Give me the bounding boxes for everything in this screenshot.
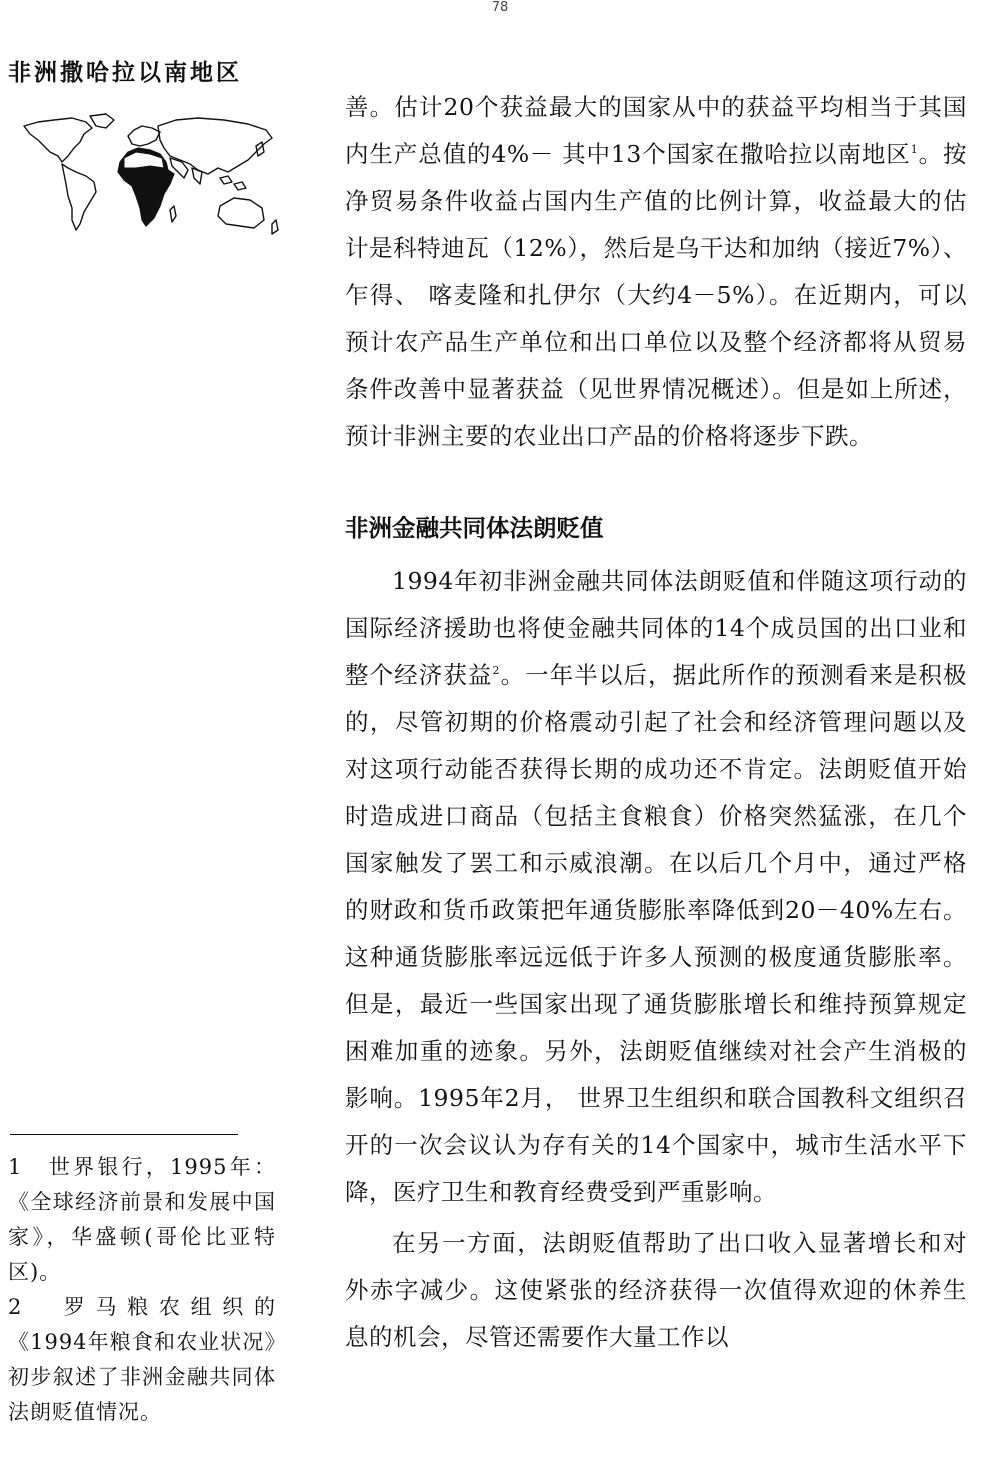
footnote-2: 2 罗马粮农组织的《1994年粮食和农业状况》初步叙述了非洲金融共同体法朗贬值情况。 (8, 1295, 276, 1424)
footnote-ref-2: 2 (492, 664, 500, 678)
main-text (345, 84, 967, 1361)
paragraph-2: 1994年初非洲金融共同体法朗贬值和伴随这项行动的国际经济援助也将使金融共同体的14个成员国的出口业和整个经济获益$^2$。一年半以后，据此所作的预测看来是积极的，尽管初期的价格震动引起了社会和经济管理问题以及对这项行动能否获得长期的成功还不肯定。法朗贬值开始时造成进口商品（包括主食粮食）价格突然猛涨，在几个国家触发了罢工和示威浪潮。在以后几个月中，通过严格的财政和货币政策把年通货膨胀率降低到20－40%左右。这种通货膨胀率远远低于许多人预测的极度通货膨胀率。但是，最近一些国家出现了通货膨胀增长和维持预算规定困难加重的迹象。另外，法朗贬值继续对社会产生消极的影响。1995年2月， 世界卫生组织和联合国教科文组织召开的一次会议认为存有关的14个国家中，城市生活水平下降，医疗卫生和教育经费受到严重影响。 (345, 567, 968, 1206)
page-number: 78 (491, 0, 509, 15)
paragraph-3: 在另一方面，法朗贬值帮助了出口收入显著增长和对外赤字减少。这使紧张的经济获得一次值得欢迎的休养生息的机会，尽管还需要作大量工作以 (345, 1229, 967, 1351)
footnote-1: 1 世界银行，1995年：《全球经济前景和发展中国家》，华盛顿(哥伦比亚特区)。 (8, 1155, 276, 1284)
footnote-ref-1: 1 (910, 143, 919, 157)
world-map-africa-highlighted-icon (20, 112, 282, 244)
footnote-divider (10, 1134, 238, 1135)
section-heading: 非洲金融共同体法朗贬值 (345, 514, 604, 542)
region-heading: 非洲撒哈拉以南地区 (8, 60, 242, 86)
paragraph-1: 善。估计20个获益最大的国家从中的获益平均相当于其国内生产总值的4%－ 其中13个国家在撒哈拉以南地区$^1$。按净贸易条件收益占国内生产值的比例计算，收益最大的估计是科特迪瓦（12%），然后是乌干达和加纳（接近7%）、乍得、 喀麦隆和扎伊尔（大约4－5%）。在近期内，可以预计农产品生产单位和出口单位以及整个经济都将从贸易条件改善中显著获益（见世界情况概述）。但是如上所述，预计非洲主要的农业出口产品的价格将逐步下跌。 (345, 93, 967, 450)
footnotes (8, 1150, 276, 1430)
